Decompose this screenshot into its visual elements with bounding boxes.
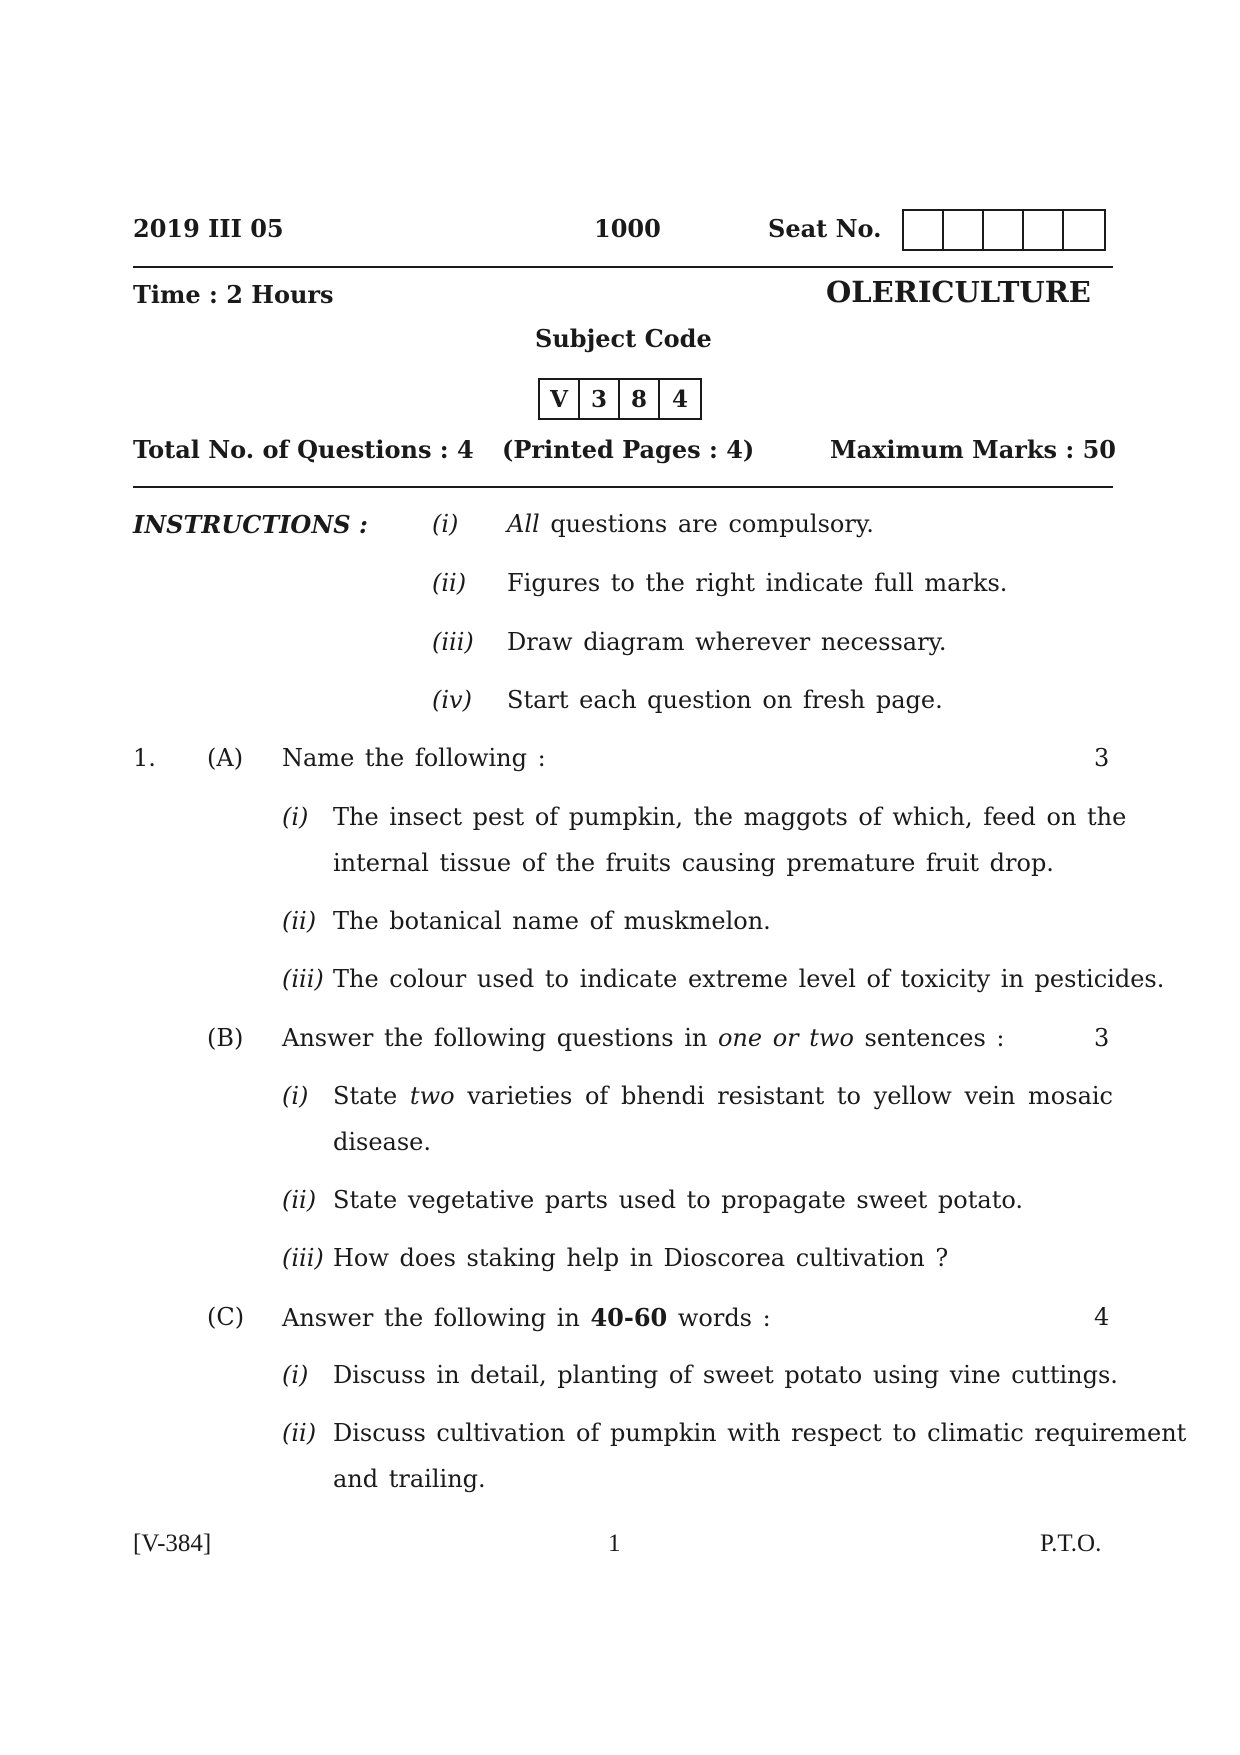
subitem-text-pre: State: [333, 1082, 410, 1110]
instruction-item: [507, 510, 874, 538]
subitem-num: (i): [282, 1082, 309, 1110]
part-b-text: [282, 1024, 1005, 1052]
part-c-text: [282, 1303, 771, 1332]
part-c-label: (C): [207, 1303, 245, 1331]
subject-code-label: Subject Code: [535, 324, 712, 353]
paper-code: 2019 III 05: [133, 214, 284, 243]
part-a-marks: 3: [1094, 744, 1110, 772]
maximum-marks: Maximum Marks : 50: [830, 435, 1117, 464]
part-b-text-before: Answer the following questions in: [282, 1024, 718, 1052]
subject-code-char: 4: [671, 385, 688, 413]
subitem-text: State vegetative parts used to propagate sweet potato.: [333, 1186, 1023, 1214]
instruction-text: Figures to the right indicate full marks.: [507, 569, 1008, 597]
subitem-num: (i): [282, 1361, 309, 1389]
instruction-text: questions are compulsory.: [539, 510, 874, 538]
question-number: 1.: [133, 744, 156, 772]
part-c-marks: 4: [1094, 1303, 1110, 1331]
subitem-text: Discuss cultivation of pumpkin with respect to climatic requirement: [333, 1419, 1187, 1447]
instruction-num: (iv): [432, 686, 472, 714]
subitem-num: (iii): [282, 965, 324, 993]
part-c-text-before: Answer the following in: [282, 1304, 591, 1332]
part-b-marks: 3: [1094, 1024, 1110, 1052]
seat-box[interactable]: [1024, 211, 1064, 249]
subitem-text: Discuss in detail, planting of sweet potato using vine cuttings.: [333, 1361, 1118, 1389]
subitem-num: (i): [282, 803, 309, 831]
subitem-text: How does staking help in Dioscorea cultivation ?: [333, 1244, 949, 1272]
copies-count: 1000: [594, 214, 661, 243]
instruction-text: Start each question on fresh page.: [507, 686, 943, 714]
seat-box[interactable]: [944, 211, 984, 249]
subject-title: OLERICULTURE: [826, 275, 1091, 309]
subitem-text: The botanical name of muskmelon.: [333, 907, 771, 935]
header-rule: [133, 266, 1113, 268]
instructions-label: INSTRUCTIONS :: [133, 510, 368, 539]
footer-code: [V-384]: [133, 1530, 212, 1557]
subitem-text-cont: disease.: [333, 1128, 432, 1156]
seat-box[interactable]: [984, 211, 1024, 249]
subitem-text: The insect pest of pumpkin, the maggots of which, feed on the: [333, 803, 1127, 831]
subitem-text: The colour used to indicate extreme level of toxicity in pesticides.: [333, 965, 1165, 993]
part-c-text-bold: 40-60: [590, 1303, 668, 1332]
instructions-rule: [133, 486, 1113, 488]
subitem-num: (ii): [282, 1419, 317, 1447]
total-questions: Total No. of Questions : 4: [133, 435, 474, 464]
subitem-num: (ii): [282, 907, 317, 935]
instruction-emphasis: All: [507, 510, 540, 538]
seat-box[interactable]: [904, 211, 944, 249]
subitem-num: (iii): [282, 1244, 324, 1272]
seat-number-boxes[interactable]: [902, 209, 1106, 251]
footer-page-number: 1: [608, 1530, 621, 1557]
time-label: Time : 2 Hours: [133, 280, 334, 309]
subject-code-char: 3: [580, 380, 620, 418]
subitem-text: [333, 1082, 1113, 1110]
part-b-text-after: sentences :: [853, 1024, 1005, 1052]
seat-box[interactable]: [1064, 211, 1104, 249]
subitem-text-emphasis: two: [409, 1082, 455, 1110]
printed-pages: (Printed Pages : 4): [502, 435, 755, 464]
subitem-text-cont: internal tissue of the fruits causing premature fruit drop.: [333, 849, 1054, 877]
part-c-text-after: words :: [667, 1304, 771, 1332]
instruction-text: Draw diagram wherever necessary.: [507, 628, 947, 656]
subitem-text-post: varieties of bhendi resistant to yellow vein mosaic: [454, 1082, 1113, 1110]
instruction-num: (ii): [432, 569, 467, 597]
seat-label: Seat No.: [768, 214, 882, 243]
subject-code-char: 8: [620, 380, 660, 418]
subject-code-boxes: [538, 378, 702, 420]
instruction-num: (i): [432, 510, 459, 538]
subitem-text-cont: and trailing.: [333, 1465, 486, 1493]
instruction-num: (iii): [432, 628, 474, 656]
footer-pto: P.T.O.: [1040, 1530, 1102, 1557]
part-a-label: (A): [207, 744, 244, 772]
subitem-num: (ii): [282, 1186, 317, 1214]
part-b-label: (B): [207, 1024, 244, 1052]
part-b-text-emphasis: one or two: [717, 1024, 854, 1052]
part-a-text: Name the following :: [282, 744, 546, 772]
subject-code-char: V: [540, 380, 580, 418]
